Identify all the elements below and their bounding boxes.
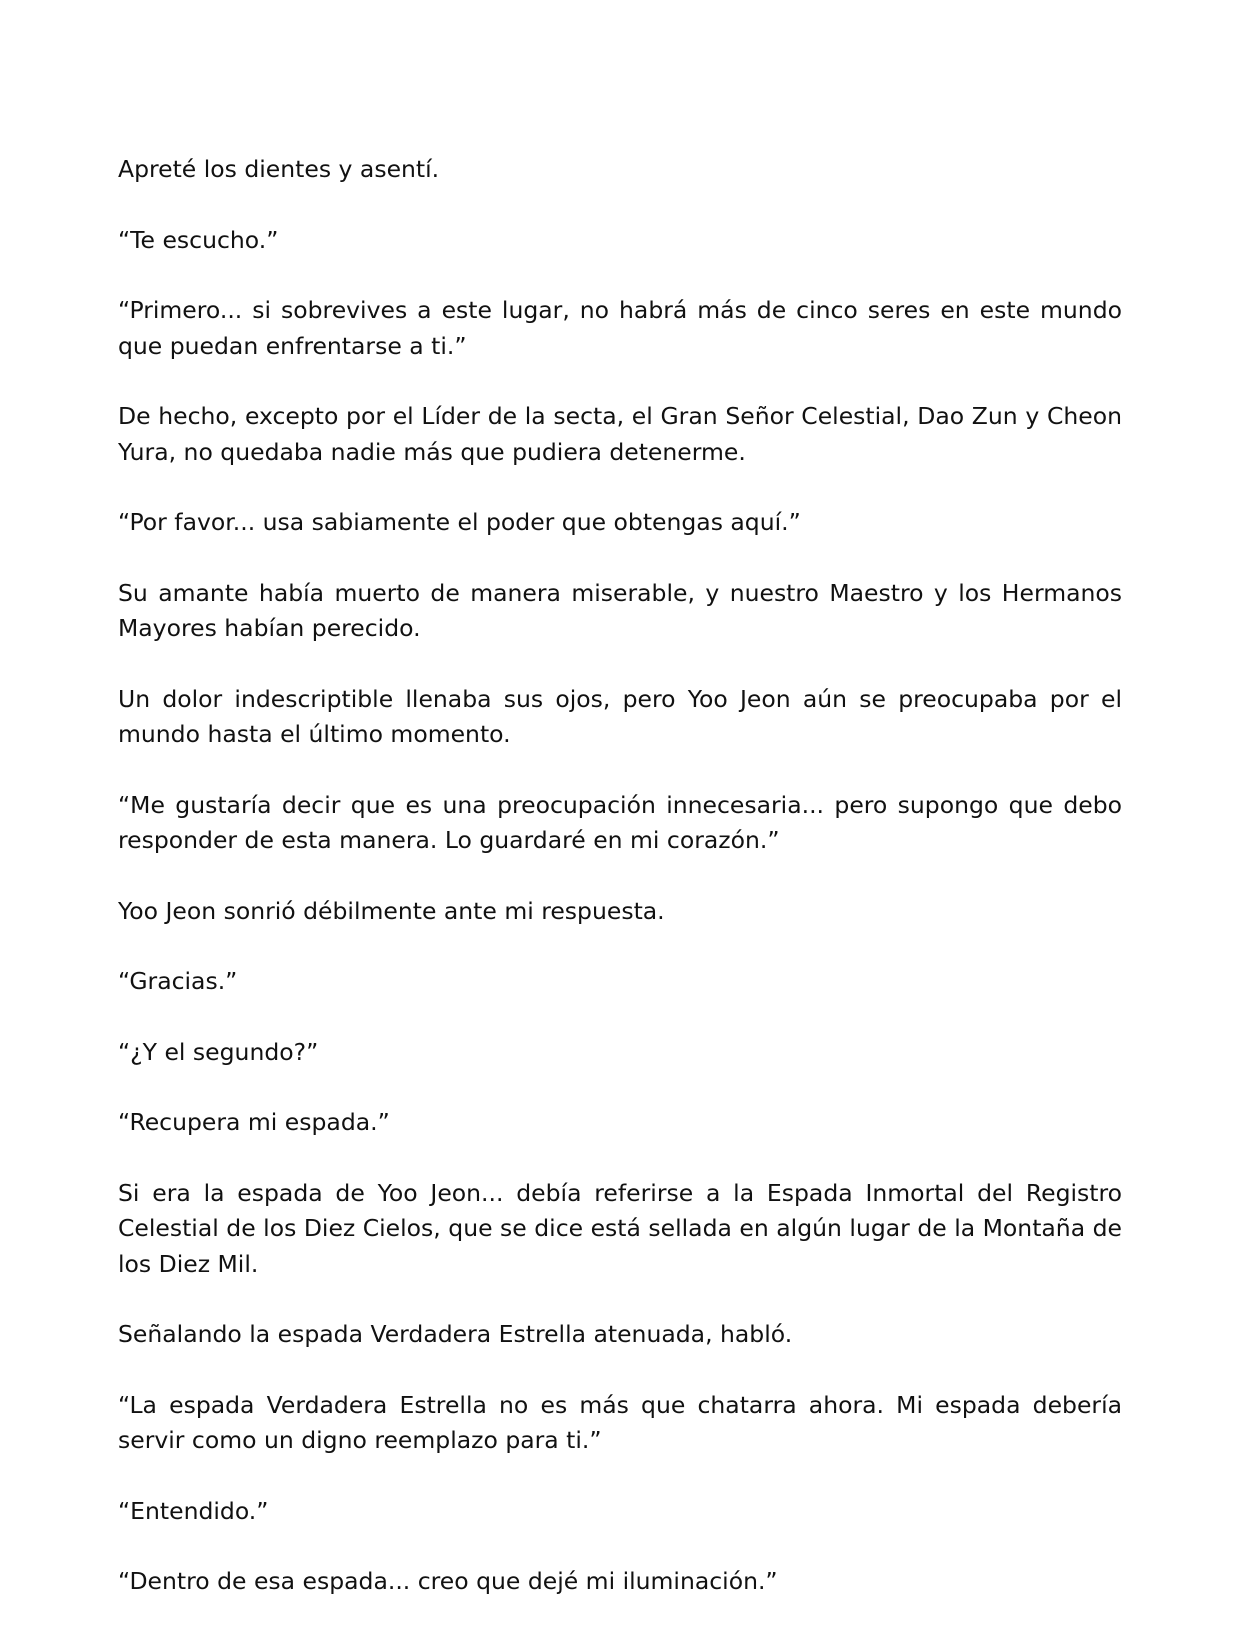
paragraph: “Gracias.”	[118, 967, 238, 995]
document-body	[118, 152, 1122, 1635]
paragraph: “¿Y el segundo?”	[118, 1037, 319, 1066]
paragraph: Si era la espada de Yoo Jeon... debía referirse a la Espada Inmortal del Registro Celestial de los Diez Cielos, que se dice está sellada en algún lugar de la Montaña de los Diez Mil.	[118, 1178, 1122, 1278]
paragraph: “Entendido.”	[118, 1496, 269, 1525]
paragraph: Señalando la espada Verdadera Estrella atenuada, habló.	[118, 1320, 793, 1348]
paragraph: De hecho, excepto por el Líder de la secta, el Gran Señor Celestial, Dao Zun y Cheon Yura, no quedaba nadie más que pudiera detenerme.	[118, 402, 1122, 466]
paragraph: “Por favor... usa sabiamente el poder que obtengas aquí.”	[118, 508, 801, 536]
paragraph: “La espada Verdadera Estrella no es más que chatarra ahora. Mi espada debería servir como un digno reemplazo para ti.”	[118, 1390, 1122, 1454]
paragraph: “Recupera mi espada.”	[118, 1108, 390, 1136]
paragraph: Apreté los dientes y asentí.	[118, 155, 440, 183]
paragraph: Un dolor indescriptible llenaba sus ojos, pero Yoo Jeon aún se preocupaba por el mundo hasta el último momento.	[118, 684, 1122, 748]
paragraph: “Primero... si sobrevives a este lugar, no habrá más de cinco seres en este mundo que puedan enfrentarse a ti.”	[118, 296, 1122, 360]
paragraph: “Te escucho.”	[118, 225, 279, 254]
paragraph: Su amante había muerto de manera miserable, y nuestro Maestro y los Hermanos Mayores habían perecido.	[118, 578, 1122, 642]
paragraph: “Dentro de esa espada... creo que dejé mi iluminación.”	[118, 1567, 778, 1595]
paragraph: “Me gustaría decir que es una preocupación innecesaria... pero supongo que debo responder de esta manera. Lo guardaré en mi corazón.”	[118, 790, 1122, 854]
paragraph: Yoo Jeon sonrió débilmente ante mi respuesta.	[118, 896, 665, 925]
